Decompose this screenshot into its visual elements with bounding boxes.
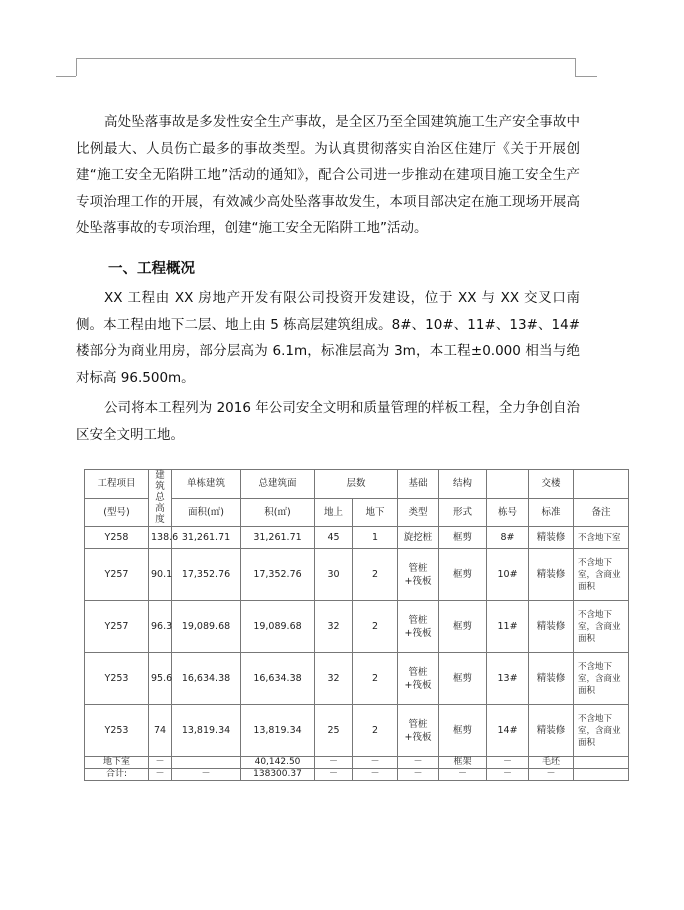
table-cell: 96.3 (149, 601, 172, 653)
table-row-total (85, 769, 629, 781)
table-cell: 2 (353, 705, 398, 757)
overview-paragraph: XX 工程由 XX 房地产开发有限公司投资开发建设，位于 XX 与 XX 交叉口南侧。本工程由地下二层、地上由 5 栋高层建筑组成。8#、10#、11#、13#、14#楼部分为商业用房，部分层高为 6.1m，标准层高为 3m，本工程±0.000 相当与绝对标高 96.500m。 (76, 290, 580, 386)
table-row (85, 527, 629, 549)
table-cell: 精装修 (529, 653, 574, 705)
project-overview-table (84, 469, 629, 781)
crop-mark-left (76, 58, 77, 76)
intro-paragraph: 高处坠落事故是多发性安全生产事故，是全区乃至全国建筑施工生产安全事故中比例最大、人员伤亡最多的事故类型。为认真贯彻落实自治区住建厅《关于开展创建“施工安全无陷阱工地”活动的通知》，配合公司进一步推动在建项目施工安全生产专项治理工作的开展，有效减少高处坠落事故发生，本项目部决定在施工现场开展高处坠落事故的专项治理，创建“施工安全无陷阱工地”活动。 (76, 114, 580, 236)
table-cell: 14# (487, 705, 529, 757)
table-cell: 管桩+筏板 (398, 601, 439, 653)
table-cell: 2 (353, 601, 398, 653)
table-cell: － (529, 769, 574, 781)
table-cell: 2 (353, 549, 398, 601)
table-cell: 不含地下室，含商业面积 (574, 601, 629, 653)
table-cell: 地下室 (85, 757, 149, 769)
table-cell: 11# (487, 601, 529, 653)
table-cell: 16,634.38 (241, 653, 315, 705)
table-cell: － (149, 769, 172, 781)
table-cell: 45 (315, 527, 353, 549)
header-cell: 交楼 (529, 470, 574, 499)
crop-mark-right (575, 58, 576, 76)
table-cell: － (315, 757, 353, 769)
table-cell: － (398, 757, 439, 769)
table-cell: 精装修 (529, 549, 574, 601)
table-cell: 不含地下室，含商业面积 (574, 653, 629, 705)
table-row-basement (85, 757, 629, 769)
header-cell: 单栋建筑 (172, 470, 241, 499)
table-cell: 2 (353, 653, 398, 705)
table-header-row (85, 470, 629, 499)
table-cell: Y253 (85, 705, 149, 757)
table-cell: 管桩+筏板 (398, 653, 439, 705)
header-cell (574, 470, 629, 499)
table-cell: 95.6 (149, 653, 172, 705)
table-cell: Y257 (85, 601, 149, 653)
goal-paragraph: 公司将本工程列为 2016 年公司安全文明和质量管理的样板工程，全力争创自治区安全文明工地。 (76, 400, 580, 443)
header-cell: (型号) (85, 498, 149, 527)
table-cell: 31,261.71 (172, 527, 241, 549)
table-cell: Y257 (85, 549, 149, 601)
header-cell: 类型 (398, 498, 439, 527)
crop-mark-right-h (575, 76, 597, 77)
table-cell: 74 (149, 705, 172, 757)
header-cell: 工程项目 (85, 470, 149, 499)
table-cell: － (487, 757, 529, 769)
table-cell: 精装修 (529, 601, 574, 653)
table-cell: 32 (315, 601, 353, 653)
header-cell: 形式 (439, 498, 487, 527)
table-row (85, 549, 629, 601)
table-cell: 31,261.71 (241, 527, 315, 549)
table-cell: － (439, 769, 487, 781)
table-cell: 8# (487, 527, 529, 549)
table-cell (172, 757, 241, 769)
table-cell: 17,352.76 (241, 549, 315, 601)
table-cell: 框剪 (439, 653, 487, 705)
table-cell: Y253 (85, 653, 149, 705)
table-cell: 40,142.50 (241, 757, 315, 769)
table-cell: － (149, 757, 172, 769)
table-cell: 13# (487, 653, 529, 705)
table-cell: 1 (353, 527, 398, 549)
table-cell: － (398, 769, 439, 781)
table-cell: 不含地下室，含商业面积 (574, 705, 629, 757)
table-cell: 框剪 (439, 527, 487, 549)
table-cell: 框剪 (439, 705, 487, 757)
header-cell: 积(㎡) (241, 498, 315, 527)
header-cell: 基础 (398, 470, 439, 499)
header-cell: 标准 (529, 498, 574, 527)
table-cell: 不含地下室，含商业面积 (574, 549, 629, 601)
header-cell: 结构 (439, 470, 487, 499)
table-cell: 毛坯 (529, 757, 574, 769)
header-cell: 建筑总高度 (149, 470, 172, 527)
table-cell: 框剪 (439, 549, 487, 601)
table-cell: 框架 (439, 757, 487, 769)
table-cell: 10# (487, 549, 529, 601)
table-cell: 25 (315, 705, 353, 757)
table-cell: 16,634.38 (172, 653, 241, 705)
header-cell: 总建筑面 (241, 470, 315, 499)
table-cell: 90.1 (149, 549, 172, 601)
table-row (85, 653, 629, 705)
table-cell: 管桩+筏板 (398, 705, 439, 757)
table-cell: Y258 (85, 527, 149, 549)
table-cell: 旋挖桩 (398, 527, 439, 549)
header-cell: 层数 (315, 470, 398, 499)
table-cell: 13,819.34 (241, 705, 315, 757)
section-heading: 一、工程概况 (108, 261, 195, 277)
table-cell: 138300.37 (241, 769, 315, 781)
table-row (85, 601, 629, 653)
table-cell: － (487, 769, 529, 781)
table-cell: 13,819.34 (172, 705, 241, 757)
header-cell (487, 470, 529, 499)
table-cell: 精装修 (529, 705, 574, 757)
table-cell: 17,352.76 (172, 549, 241, 601)
page-header-rule (76, 58, 576, 59)
table-cell (574, 769, 629, 781)
table-cell (574, 757, 629, 769)
table-cell: 19,089.68 (172, 601, 241, 653)
crop-mark-left-h (56, 76, 76, 77)
table-cell: － (172, 769, 241, 781)
header-cell: 面积(㎡) (172, 498, 241, 527)
table-cell: 合计: (85, 769, 149, 781)
table-cell: 30 (315, 549, 353, 601)
table-cell: 精装修 (529, 527, 574, 549)
header-cell: 备注 (574, 498, 629, 527)
table-cell: 19,089.68 (241, 601, 315, 653)
table-cell: 框剪 (439, 601, 487, 653)
header-cell: 栋号 (487, 498, 529, 527)
table-cell: － (315, 769, 353, 781)
table-row (85, 705, 629, 757)
header-cell: 地下 (353, 498, 398, 527)
table-cell: 32 (315, 653, 353, 705)
table-cell: 不含地下室 (574, 527, 629, 549)
header-cell: 地上 (315, 498, 353, 527)
table-cell: － (353, 769, 398, 781)
table-cell: 138.6 (149, 527, 172, 549)
table-cell: － (353, 757, 398, 769)
table-cell: 管桩+筏板 (398, 549, 439, 601)
